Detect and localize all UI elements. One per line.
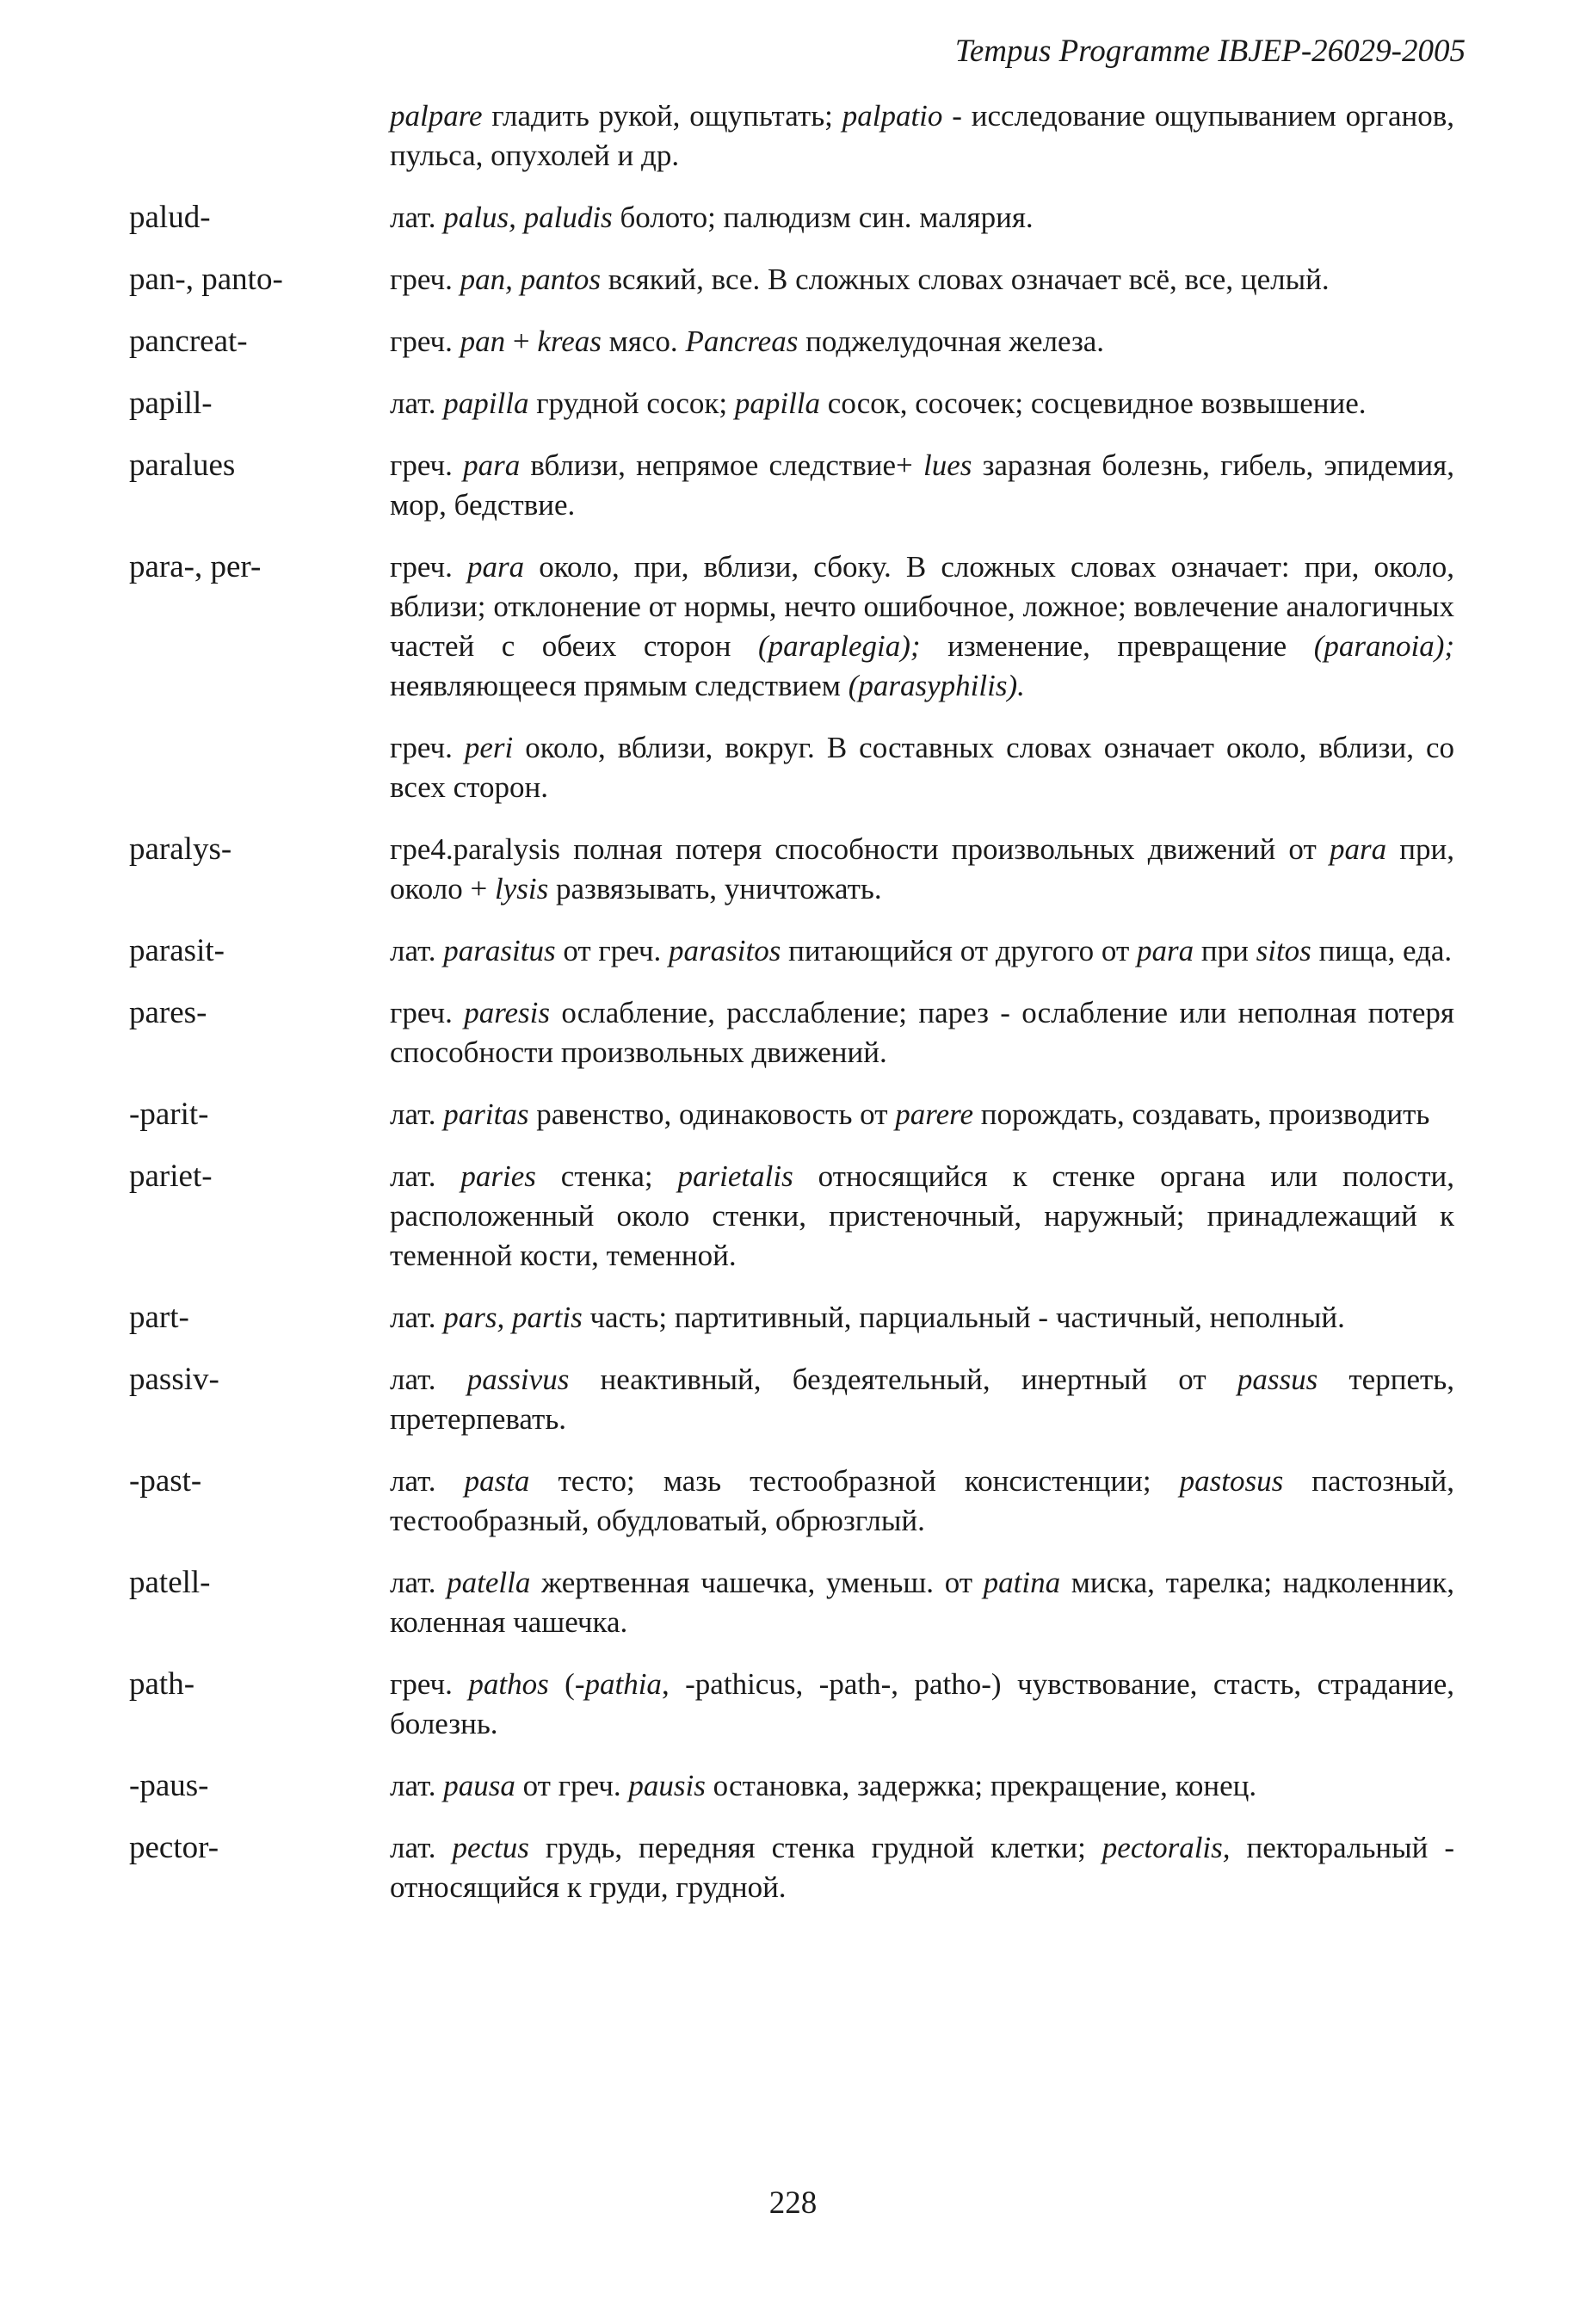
entry-definition: греч. pathos (-pathia, -pathicus, -path-, patho-) чувствование, стасть, страдание, болезнь. bbox=[390, 1667, 1455, 1740]
entry-definition: греч. paresis ослабление, расслабление; парез - ослабление или неполная потеря способности произвольных движений. bbox=[390, 996, 1454, 1069]
entry-term: -paus- bbox=[129, 1768, 209, 1803]
entry-term: pector- bbox=[129, 1830, 219, 1865]
entry-definition: palpare гладить рукой, ощупьтать; palpatio - исследование ощупыванием органов, пульса, опухолей и др. bbox=[390, 99, 1454, 172]
dictionary-entry bbox=[129, 1766, 1454, 1806]
dictionary-entry bbox=[129, 1095, 1454, 1134]
entry-term: papill- bbox=[129, 386, 213, 421]
entry-term: -past- bbox=[129, 1463, 202, 1499]
entry-definition: лат. paritas равенство, одинаковость от parere порождать, создавать, производить bbox=[390, 1097, 1430, 1131]
entry-definition: лат. pausa от греч. pausis остановка, задержка; прекращение, конец. bbox=[390, 1769, 1257, 1802]
page-number: 228 bbox=[768, 2185, 818, 2221]
entry-definition: греч. peri около, вблизи, вокруг. В составных словах означает около, вблизи, со всех сторон. bbox=[390, 731, 1454, 804]
entry-definition: лат. parasitus от греч. parasitos питающийся от другого от para при sitos пища, еда. bbox=[390, 934, 1453, 967]
entry-term: patell- bbox=[129, 1565, 211, 1600]
dictionary-entry bbox=[129, 993, 1454, 1072]
entry-definition: лат. papilla грудной сосок; papilla сосок, сосочек; сосцевидное возвышение. bbox=[390, 386, 1367, 420]
entry-definition: гре4.paralysis полная потеря способности произвольных движений от para при, около + lysis развязывать, уничтожать. bbox=[390, 832, 1454, 905]
dictionary-entry bbox=[129, 547, 1454, 706]
dictionary-entry bbox=[129, 1298, 1454, 1338]
entry-definition: греч. para вблизи, непрямое следствие+ lues заразная болезнь, гибель, эпидемия, мор, бедствие. bbox=[390, 448, 1454, 522]
dictionary-entry bbox=[129, 1828, 1454, 1907]
dictionary-entry bbox=[129, 1157, 1454, 1276]
entry-definition: лат. patella жертвенная чашечка, уменьш. от patina миска, тарелка; надколенник, коленная чашечка. bbox=[390, 1566, 1454, 1639]
dictionary-entry bbox=[129, 96, 1454, 176]
entry-term: pares- bbox=[129, 995, 207, 1030]
dictionary-entry bbox=[129, 1563, 1454, 1642]
dictionary-entry bbox=[129, 1665, 1454, 1744]
dictionary-entry bbox=[129, 198, 1454, 238]
entry-definition: лат. pars, partis часть; партитивный, парциальный - частичный, неполный. bbox=[390, 1301, 1345, 1334]
entry-term: parasit- bbox=[129, 933, 225, 968]
entry-term: paralys- bbox=[129, 831, 232, 867]
entry-definition: лат. passivus неактивный, бездеятельный, инертный от passus терпеть, претерпевать. bbox=[390, 1363, 1454, 1436]
entry-term: -parit- bbox=[129, 1097, 209, 1132]
entry-definition: лат. palus, paludis болото; палюдизм син. малярия. bbox=[390, 201, 1034, 234]
entry-definition: греч. pan, pantos всякий, все. В сложных словах означает всё, все, целый. bbox=[390, 263, 1330, 296]
entry-definition: лат. paries стенка; parietalis относящийся к стенке органа или полости, расположенный около стенки, пристеночный, наружный; принадлежащий к теменной кости, теменной. bbox=[390, 1159, 1454, 1272]
entry-definition: греч. pan + kreas мясо. Pancreas поджелудочная железа. bbox=[390, 324, 1105, 358]
dictionary-entry bbox=[129, 1462, 1454, 1541]
entry-term: part- bbox=[129, 1300, 189, 1335]
dictionary-entry bbox=[129, 830, 1454, 909]
dictionary-entries bbox=[129, 96, 1454, 1930]
entry-definition: лат. pectus грудь, передняя стенка грудной клетки; pectoralis, пекторальный - относящийся к груди, грудной. bbox=[390, 1831, 1455, 1904]
entry-term: pancreat- bbox=[129, 324, 248, 359]
running-header: Tempus Programme IBJEP-26029-2005 bbox=[954, 34, 1466, 69]
dictionary-entry bbox=[129, 446, 1454, 525]
entry-term: para-, per- bbox=[129, 549, 262, 584]
dictionary-entry bbox=[129, 260, 1454, 300]
dictionary-entry bbox=[129, 1360, 1454, 1439]
entry-definition: лат. pasta тесто; мазь тестообразной консистенции; pastosus пастозный, тестообразный, обудловатый, обрюзглый. bbox=[390, 1464, 1454, 1537]
dictionary-entry bbox=[129, 728, 1454, 807]
entry-term: paralues bbox=[129, 448, 236, 483]
dictionary-entry bbox=[129, 384, 1454, 423]
dictionary-entry bbox=[129, 322, 1454, 362]
entry-term: palud- bbox=[129, 200, 211, 235]
entry-term: path- bbox=[129, 1666, 195, 1702]
entry-term: pan-, panto- bbox=[129, 262, 283, 297]
dictionary-entry bbox=[129, 931, 1454, 971]
entry-term: pariet- bbox=[129, 1159, 213, 1194]
entry-definition: греч. para около, при, вблизи, сбоку. В сложных словах означает: при, около, вблизи; отклонение от нормы, нечто ошибочное, ложное; вовлечение аналогичных частей с обеих сторон (paraplegia); изменение, превращение (paranoia); неявляющееся прямым следствием (parasyphilis). bbox=[390, 550, 1454, 702]
entry-term: passiv- bbox=[129, 1362, 219, 1397]
